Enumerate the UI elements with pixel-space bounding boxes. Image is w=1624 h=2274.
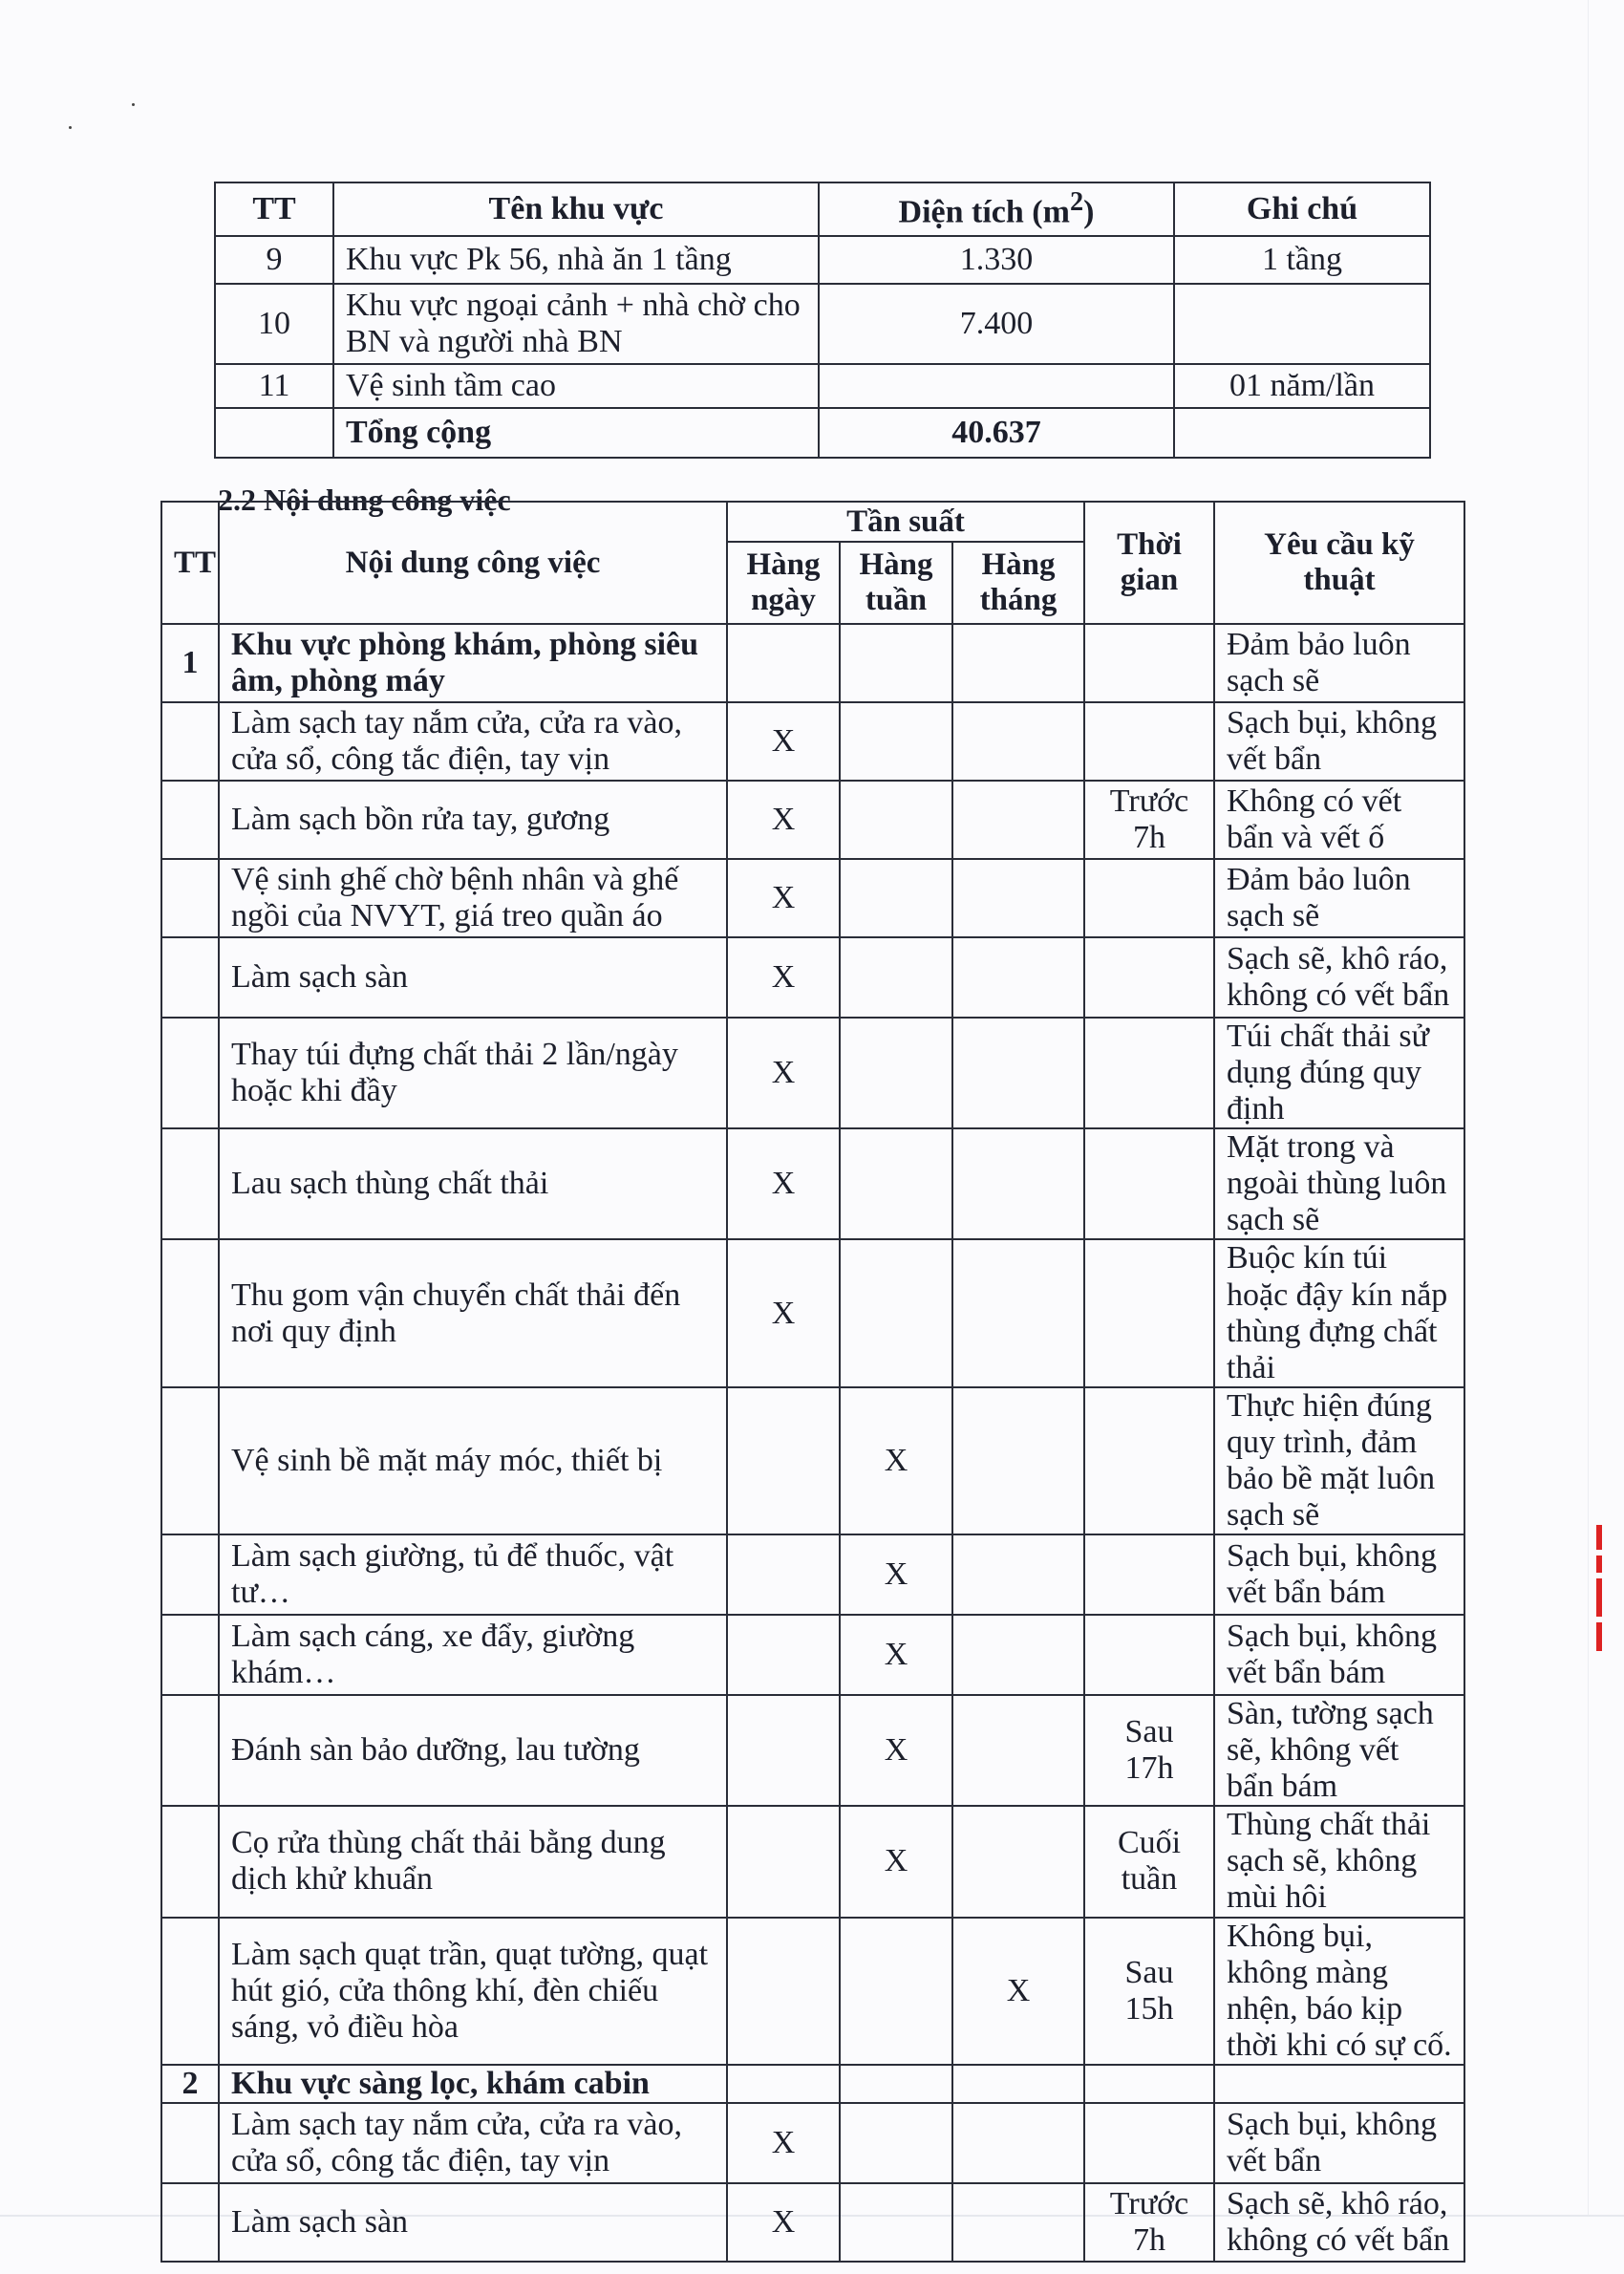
- row-tt-empty: [161, 702, 219, 781]
- row-content: Làm sạch tay nắm cửa, cửa ra vào, cửa sổ, công tắc điện, tay vịn: [219, 702, 727, 781]
- row-daily: X: [727, 2183, 840, 2262]
- row-weekly: [840, 781, 952, 859]
- empty-cell: [952, 624, 1084, 702]
- row-monthly: [952, 1806, 1084, 1917]
- row-tt-empty: [161, 859, 219, 937]
- total-row: [215, 408, 1430, 458]
- table-row: [161, 1695, 1464, 1806]
- row-weekly: [840, 2183, 952, 2262]
- page-margin-line: [1588, 0, 1589, 2217]
- row-tt-empty: [161, 1239, 219, 1386]
- scan-speck: [132, 103, 135, 106]
- row-monthly: [952, 1615, 1084, 1695]
- table-row: [215, 236, 1430, 284]
- header-tt: TT: [215, 182, 333, 236]
- row-weekly: X: [840, 1615, 952, 1695]
- row-weekly: X: [840, 1806, 952, 1917]
- row-tt: 10: [215, 284, 333, 364]
- row-requirement: Sạch bụi, không vết bẩn bám: [1214, 1615, 1464, 1695]
- row-requirement: Buộc kín túi hoặc đậy kín nắp thùng đựng chất thải: [1214, 1239, 1464, 1386]
- row-tt-empty: [161, 1018, 219, 1128]
- row-time: [1084, 1534, 1214, 1615]
- row-tt-empty: [161, 1534, 219, 1615]
- header-time: Thời gian: [1084, 502, 1214, 624]
- table-row: [161, 859, 1464, 937]
- row-weekly: X: [840, 1387, 952, 1534]
- row-daily: X: [727, 702, 840, 781]
- row-requirement: Sạch bụi, không vết bẩn: [1214, 2103, 1464, 2183]
- row-content: Vệ sinh ghế chờ bệnh nhân và ghế ngồi của NVYT, giá treo quần áo: [219, 859, 727, 937]
- table-row: [161, 1534, 1464, 1615]
- table-row: [161, 1239, 1464, 1386]
- table-row: [161, 937, 1464, 1018]
- row-weekly: [840, 702, 952, 781]
- row-time: [1084, 1018, 1214, 1128]
- row-content: Lau sạch thùng chất thải: [219, 1128, 727, 1239]
- row-time: [1084, 937, 1214, 1018]
- row-content: Làm sạch sàn: [219, 937, 727, 1018]
- header-monthly: Hàng tháng: [952, 542, 1084, 624]
- total-label: Tổng cộng: [333, 408, 819, 458]
- row-time: [1084, 1128, 1214, 1239]
- section-requirement: Đảm bảo luôn sạch sẽ: [1214, 624, 1464, 702]
- row-requirement: Mặt trong và ngoài thùng luôn sạch sẽ: [1214, 1128, 1464, 1239]
- row-time: [1084, 2103, 1214, 2183]
- row-tt-empty: [161, 781, 219, 859]
- work-table-header: [161, 502, 1464, 542]
- row-time: Trước 7h: [1084, 2183, 1214, 2262]
- header-content: Nội dung công việc: [219, 502, 727, 624]
- header-area-size-text: Diện tích (m: [898, 194, 1070, 230]
- row-requirement: Không có vết bẩn và vết ố: [1214, 781, 1464, 859]
- row-note: [1174, 284, 1430, 364]
- row-requirement: Sạch sẽ, khô ráo, không có vết bẩn: [1214, 2183, 1464, 2262]
- row-monthly: [952, 1239, 1084, 1386]
- row-requirement: Sạch bụi, không vết bẩn: [1214, 702, 1464, 781]
- row-daily: X: [727, 1018, 840, 1128]
- row-content: Làm sạch bồn rửa tay, gương: [219, 781, 727, 859]
- area-table: [214, 182, 1431, 459]
- empty-cell: [952, 2065, 1084, 2103]
- section-row: [161, 2065, 1464, 2103]
- row-tt: 11: [215, 364, 333, 408]
- row-requirement: Sạch sẽ, khô ráo, không có vết bẩn: [1214, 937, 1464, 1018]
- row-daily: [727, 1387, 840, 1534]
- header-area-size: [819, 182, 1174, 236]
- row-content: Vệ sinh bề mặt máy móc, thiết bị: [219, 1387, 727, 1534]
- row-area-name: Khu vực ngoại cảnh + nhà chờ cho BN và người nhà BN: [333, 284, 819, 364]
- row-monthly: [952, 1128, 1084, 1239]
- table-row: [161, 1387, 1464, 1534]
- row-tt-empty: [161, 1695, 219, 1806]
- row-tt-empty: [161, 1918, 219, 2065]
- row-requirement: Túi chất thải sử dụng đúng quy định: [1214, 1018, 1464, 1128]
- work-table: [160, 501, 1465, 2263]
- header-area-size-exponent: 2: [1069, 187, 1084, 218]
- table-row: [161, 1018, 1464, 1128]
- table-row: [161, 2183, 1464, 2262]
- row-monthly: [952, 859, 1084, 937]
- header-weekly: Hàng tuần: [840, 542, 952, 624]
- row-weekly: [840, 1128, 952, 1239]
- section-row: [161, 624, 1464, 702]
- header-daily: Hàng ngày: [727, 542, 840, 624]
- row-monthly: [952, 937, 1084, 1018]
- row-monthly: [952, 702, 1084, 781]
- total-empty-cell: [215, 408, 333, 458]
- scan-speck: [69, 126, 72, 129]
- row-weekly: [840, 1239, 952, 1386]
- empty-cell: [840, 2065, 952, 2103]
- table-row: [161, 1806, 1464, 1917]
- row-area-name: Khu vực Pk 56, nhà ăn 1 tầng: [333, 236, 819, 284]
- section-title-cell: Khu vực phòng khám, phòng siêu âm, phòng máy: [219, 624, 727, 702]
- row-requirement: Không bụi, không màng nhện, báo kịp thời khi có sự cố.: [1214, 1918, 1464, 2065]
- row-tt-empty: [161, 1387, 219, 1534]
- table-row: [161, 1615, 1464, 1695]
- row-monthly: [952, 781, 1084, 859]
- row-daily: [727, 1806, 840, 1917]
- section-title: 2.2 Nội dung công việc: [218, 483, 511, 517]
- row-time: [1084, 702, 1214, 781]
- row-daily: X: [727, 1128, 840, 1239]
- row-note: 1 tầng: [1174, 236, 1430, 284]
- row-tt-empty: [161, 1806, 219, 1917]
- row-note: 01 năm/lần: [1174, 364, 1430, 408]
- row-weekly: [840, 937, 952, 1018]
- row-monthly: [952, 2183, 1084, 2262]
- red-margin-mark: [1591, 1519, 1608, 1691]
- row-daily: [727, 1534, 840, 1615]
- row-area-size: 7.400: [819, 284, 1174, 364]
- row-daily: [727, 1695, 840, 1806]
- row-tt-empty: [161, 937, 219, 1018]
- row-monthly: [952, 2103, 1084, 2183]
- total-area: 40.637: [819, 408, 1174, 458]
- empty-cell: [1084, 2065, 1214, 2103]
- row-daily: X: [727, 937, 840, 1018]
- table-row: [215, 364, 1430, 408]
- header-area-size-close: ): [1083, 194, 1095, 230]
- header-area-name: Tên khu vực: [333, 182, 819, 236]
- row-daily: X: [727, 2103, 840, 2183]
- table-row: [161, 702, 1464, 781]
- row-weekly: [840, 1018, 952, 1128]
- row-tt-empty: [161, 1615, 219, 1695]
- row-area-name: Vệ sinh tầm cao: [333, 364, 819, 408]
- header-requirement: Yêu cầu kỹ thuật: [1214, 502, 1464, 624]
- row-weekly: X: [840, 1534, 952, 1615]
- empty-cell: [727, 2065, 840, 2103]
- empty-cell: [727, 624, 840, 702]
- row-content: Làm sạch quạt trần, quạt tường, quạt hút gió, cửa thông khí, đèn chiếu sáng, vỏ điều hòa: [219, 1918, 727, 2065]
- row-weekly: [840, 859, 952, 937]
- row-tt-empty: [161, 2103, 219, 2183]
- row-weekly: [840, 1918, 952, 2065]
- header-note: Ghi chú: [1174, 182, 1430, 236]
- row-time: [1084, 1387, 1214, 1534]
- row-daily: X: [727, 781, 840, 859]
- row-requirement: Đảm bảo luôn sạch sẽ: [1214, 859, 1464, 937]
- row-area-size: 1.330: [819, 236, 1174, 284]
- row-time: Cuối tuần: [1084, 1806, 1214, 1917]
- row-content: Đánh sàn bảo dưỡng, lau tường: [219, 1695, 727, 1806]
- table-row: [161, 1918, 1464, 2065]
- row-time: [1084, 859, 1214, 937]
- row-time: Sau 15h: [1084, 1918, 1214, 2065]
- row-monthly: X: [952, 1918, 1084, 2065]
- row-requirement: Thực hiện đúng quy trình, đảm bảo bề mặt luôn sạch sẽ: [1214, 1387, 1464, 1534]
- header-tt: TT: [161, 502, 219, 624]
- row-weekly: X: [840, 1695, 952, 1806]
- row-time: Trước 7h: [1084, 781, 1214, 859]
- table-row: [161, 2103, 1464, 2183]
- row-tt-empty: [161, 2183, 219, 2262]
- row-daily: X: [727, 1239, 840, 1386]
- row-daily: [727, 1615, 840, 1695]
- row-daily: X: [727, 859, 840, 937]
- row-tt-empty: [161, 1128, 219, 1239]
- table-row: [161, 781, 1464, 859]
- row-time: [1084, 1239, 1214, 1386]
- row-content: Làm sạch tay nắm cửa, cửa ra vào, cửa sổ, công tắc điện, tay vịn: [219, 2103, 727, 2183]
- section-tt: 2: [161, 2065, 219, 2103]
- row-area-size: [819, 364, 1174, 408]
- row-weekly: [840, 2103, 952, 2183]
- total-note-cell: [1174, 408, 1430, 458]
- row-time: [1084, 1615, 1214, 1695]
- row-content: Làm sạch giường, tủ để thuốc, vật tư…: [219, 1534, 727, 1615]
- row-requirement: Sàn, tường sạch sẽ, không vết bẩn bám: [1214, 1695, 1464, 1806]
- table-row: [161, 1128, 1464, 1239]
- empty-cell: [840, 624, 952, 702]
- table-row: [215, 284, 1430, 364]
- row-time: Sau 17h: [1084, 1695, 1214, 1806]
- section-tt: 1: [161, 624, 219, 702]
- section-requirement: [1214, 2065, 1464, 2103]
- row-content: Thu gom vận chuyển chất thải đến nơi quy định: [219, 1239, 727, 1386]
- row-monthly: [952, 1695, 1084, 1806]
- row-content: Làm sạch cáng, xe đẩy, giường khám…: [219, 1615, 727, 1695]
- row-monthly: [952, 1387, 1084, 1534]
- empty-cell: [1084, 624, 1214, 702]
- header-frequency: Tần suất: [727, 502, 1084, 542]
- row-requirement: Sạch bụi, không vết bẩn bám: [1214, 1534, 1464, 1615]
- row-content: Làm sạch sàn: [219, 2183, 727, 2262]
- row-requirement: Thùng chất thải sạch sẽ, không mùi hôi: [1214, 1806, 1464, 1917]
- area-table-header: [215, 182, 1430, 236]
- row-monthly: [952, 1534, 1084, 1615]
- row-monthly: [952, 1018, 1084, 1128]
- section-title-cell: Khu vực sàng lọc, khám cabin: [219, 2065, 727, 2103]
- row-tt: 9: [215, 236, 333, 284]
- row-daily: [727, 1918, 840, 2065]
- row-content: Thay túi đựng chất thải 2 lần/ngày hoặc khi đầy: [219, 1018, 727, 1128]
- row-content: Cọ rửa thùng chất thải bằng dung dịch khử khuẩn: [219, 1806, 727, 1917]
